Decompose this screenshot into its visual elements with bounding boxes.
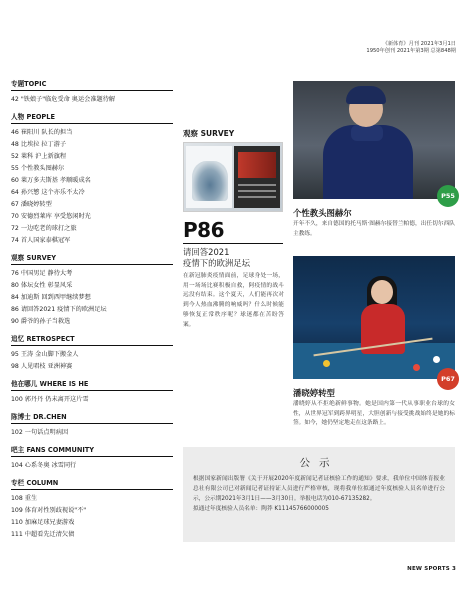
masthead-date: 《新体育》月刊 2021年3月1日 — [382, 41, 456, 47]
toc-section-title: 专题TOPIC — [11, 80, 173, 91]
masthead-issue: 1950年创刊 2021年第3期 总第848期 — [366, 48, 456, 54]
toc-item: 76 中国男足 静待大考 — [11, 270, 73, 277]
feature2-body: 潘晓婷从不拒绝新鲜事物。她是国内第一代从事职业台球的女性，从世界冠军到跨界明星，大胆创新与接受挑战始终是她的标签。如今，她仍坚定地走在这条路上。 — [293, 401, 455, 426]
survey-title: 请回答2021 疫情下的欧洲足坛 — [183, 247, 250, 268]
survey-label: 观察 SURVEY — [183, 129, 235, 138]
toc-item: 111 中超看先迁清欠债 — [11, 531, 75, 538]
toc-item: 95 王涛 金山脚下搬金人 — [11, 351, 79, 358]
toc-section-title: 他在哪儿 WHERE IS HE — [11, 380, 173, 391]
toc-item: 108 重生 — [11, 495, 38, 502]
toc-section — [11, 254, 173, 328]
toc-item: 90 爵爷的孙子当救选 — [11, 318, 71, 325]
toc-section-title: 追忆 RETROSPECT — [11, 335, 173, 346]
pan-xiaoting-photo — [293, 256, 455, 379]
toc-item: 84 加迪斯 回到西甲继续梦想 — [11, 294, 91, 301]
toc-item: 60 莱万多夫斯基 孝顺暖成名 — [11, 177, 91, 184]
page-footer: NEW SPORTS 3 — [407, 566, 456, 572]
masthead — [366, 41, 456, 55]
survey-divider — [183, 243, 283, 244]
tuchel-photo — [293, 81, 455, 199]
table-of-contents — [11, 80, 173, 548]
notice-name-list: 拟通过年度核验人员名单：陶莽 K11145766000005 — [193, 506, 329, 512]
toc-item: 42 "铁娘子"临危受命 奥运会准题待解 — [11, 96, 116, 103]
toc-item: 98 人见唱枝 亚洲神赛 — [11, 363, 73, 370]
toc-section — [11, 446, 173, 472]
toc-item: 74 首人国家泰棋冠军 — [11, 237, 71, 244]
toc-section — [11, 113, 173, 247]
toc-item: 102 一句话点明病因 — [11, 429, 69, 436]
toc-item: 110 加麻足球兄妻游戏 — [11, 519, 75, 526]
notice-body: 根据国家新闻出版署《关于开展2020年度新闻记者证核验工作的通知》要求，我单位中国体育报业总社有限公司已对新闻记者证持证人员进行严格审核，现将我单位拟通过年度核验人员名单进行公示，公示期2021年3月1日——3月30日。举报电话为010-67135282。 — [193, 476, 445, 502]
feature2-title: 潘晓婷转型 — [293, 388, 335, 398]
toc-item: 100 郭丹丹 仍未离开这片雪 — [11, 396, 89, 403]
toc-item: 70 安德烈莱库 享受悠闲时光 — [11, 213, 91, 220]
toc-section — [11, 380, 173, 406]
survey-body: 在新冠肺炎疫情面前，足球身处一场，用一场场比赛积极自救，阿疫情的战斗远没有结束。这个夏天，人们能再次对到今人热血沸腾的响威吗？什么时候能够恢复正常秩序呢？球迷都在苦盼答案。 — [183, 273, 284, 328]
toc-section-title: 陈博士 DR.CHEN — [11, 413, 173, 424]
toc-item: 80 体坛女性 彰显风采 — [11, 282, 73, 289]
toc-item: 86 请回答2021 疫情下的欧洲足坛 — [11, 306, 107, 313]
page-badge-p67: P67 — [437, 368, 459, 390]
survey-magazine-image — [183, 142, 283, 212]
toc-item: 48 比埃拉 拉丁游子 — [11, 141, 67, 148]
feature1-body: 开年不久，来自德国的托马斯·图赫尔接替兰帕德，出任切尔西队主教练。 — [293, 221, 455, 237]
page-badge-p55: P55 — [437, 185, 459, 207]
toc-section — [11, 80, 173, 106]
notice-title: 公示 — [299, 457, 339, 469]
toc-item: 109 体育对性别歧视说"不" — [11, 507, 87, 514]
public-notice — [183, 447, 455, 542]
toc-item: 55 个性教头图赫尔 — [11, 165, 65, 172]
toc-item: 104 心系冬奥 冰雪同行 — [11, 462, 77, 469]
toc-item: 67 潘晓婷转型 — [11, 201, 52, 208]
toc-section-title: 专栏 COLUMN — [11, 479, 173, 490]
toc-section — [11, 413, 173, 439]
toc-item: 52 莱科 沪上新旗程 — [11, 153, 67, 160]
feature1-title: 个性教头图赫尔 — [293, 208, 352, 218]
survey-page-number: P86 — [183, 218, 224, 242]
toc-section-title: 人物 PEOPLE — [11, 113, 173, 124]
toc-section-title: 吧主 FANS COMMUNITY — [11, 446, 173, 457]
toc-item: 72 一边吃老的球打之旅 — [11, 225, 77, 232]
toc-section-title: 观察 SURVEY — [11, 254, 173, 265]
toc-item: 46 崔阳川 队长的担当 — [11, 129, 73, 136]
toc-section — [11, 479, 173, 541]
toc-section — [11, 335, 173, 373]
toc-item: 64 孙兴慜 这个亦乐不太冷 — [11, 189, 85, 196]
